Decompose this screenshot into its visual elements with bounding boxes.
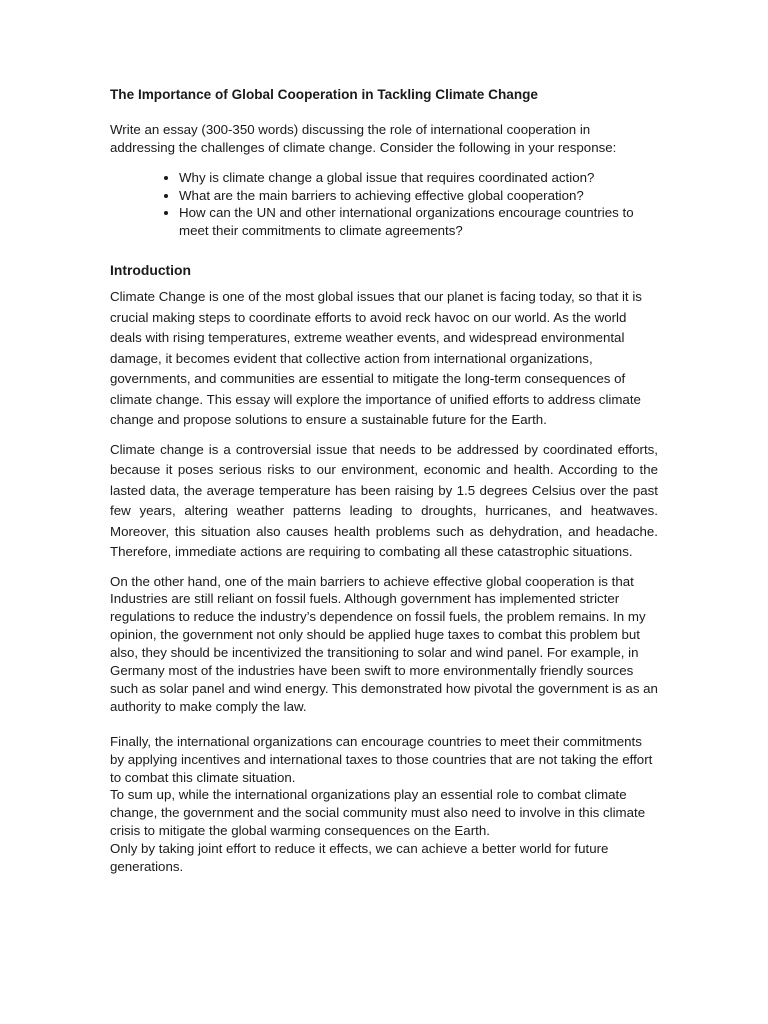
question-item: • What are the main barriers to achieving effective global cooperation? — [179, 187, 658, 205]
paragraph-barriers: On the other hand, one of the main barriers to achieve effective global cooperation is that Industries are still reliant on fossil fuels. Although government has implemented stricter regulations to reduce the industry’s dependence on fossil fuels, the problem remains. In my opinion, the government not only should be applied huge taxes to combat this problem but also, they should be incentivized the transitioning to solar and wind panel. For example, in Germany most of the industries have been swift to more environmentally friendly sources such as solar panel and wind energy. This demonstrated how pivotal the government is as an authority to make comply the law. — [110, 573, 658, 714]
question-item: • How can the UN and other international organizations encourage countries to meet their commitments to climate agreements? — [179, 204, 658, 239]
question-list — [110, 169, 658, 239]
paragraph-introduction: Climate Change is one of the most global issues that our planet is facing today, so that it is crucial making steps to coordinate efforts to avoid reck havoc on our world. As the world deals with rising temperatures, extreme weather events, and widespread environmental damage, it becomes evident that collective action from international organizations, governments, and communities are essential to mitigate the long-term consequences of climate change. This essay will explore the importance of unified efforts to address climate change and propose solutions to ensure a sustainable future for the Earth. — [110, 289, 642, 427]
question-item: • Why is climate change a global issue that requires coordinated action? — [179, 169, 658, 187]
paragraph-conclusion: To sum up, while the international organizations play an essential role to combat climate change, the government and the social community must also need to involve in this climate crisis to mitigate the global warming consequences on the Earth. — [110, 787, 646, 839]
paragraph-global-issue: Climate change is a controversial issue that needs to be addressed by coordinated efforts, because it poses serious risks to our environment, economic and health. According to the lasted data, the average temperature has been raising by 1.5 degrees Celsius over the past few years, altering weather patterns leading to droughts, hurricanes, and heatwaves. Moreover, this situation also causes health problems such as dehydration, and headache. Therefore, immediate actions are requiring to combating all these catastrophic situations. — [110, 441, 658, 559]
essay-prompt: Write an essay (300-350 words) discussing the role of international cooperation in addressing the challenges of climate change. Consider the following in your response: — [110, 122, 617, 155]
paragraph-organizations: Finally, the international organizations can encourage countries to meet their commitments by applying incentives and international taxes to those countries that are not taking the effort to combat this climate situation. — [110, 733, 653, 785]
document-title: The Importance of Global Cooperation in Tackling Climate Change — [110, 87, 538, 102]
paragraph-closing: Only by taking joint effort to reduce it effects, we can achieve a better world for future generations. — [110, 841, 609, 875]
essay-page — [110, 86, 658, 876]
introduction-heading: Introduction — [110, 262, 192, 278]
